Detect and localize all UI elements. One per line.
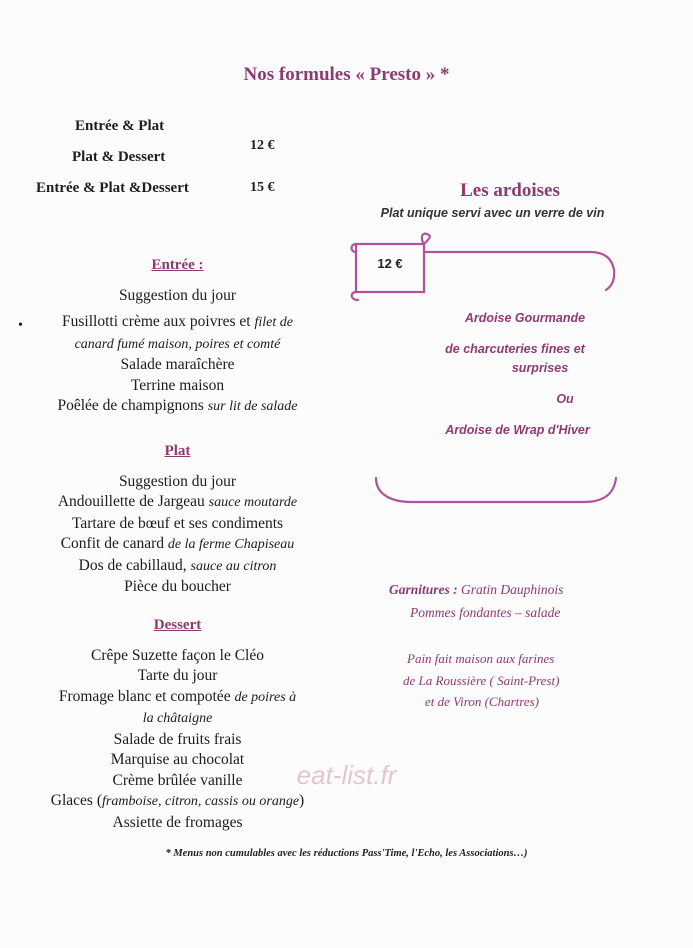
top-arc — [424, 252, 614, 290]
bullet-mark: • — [18, 318, 23, 333]
menu-item: la châtaigne — [142, 711, 213, 726]
ardoise-line-1: Ardoise Gourmande — [464, 311, 586, 325]
menu-item: Tarte du jour — [137, 667, 218, 684]
ardoise-line-2: de charcuteries fines et — [445, 342, 585, 356]
menu-item: Suggestion du jour — [118, 472, 237, 490]
menu-item: Poêlée de champignons sur lit de salade — [57, 397, 298, 414]
menu-item: Salade maraîchère — [120, 356, 235, 373]
garnitures-line-1: Garnitures : Gratin Dauphinois — [389, 582, 564, 597]
menu-item: Confit de canard de la ferme Chapiseau — [60, 535, 295, 552]
page-title: Nos formules « Presto » * — [243, 64, 450, 85]
menu-item: Glaces (framboise, citron, cassis ou orange) — [50, 792, 305, 809]
formula-entree-plat: Entrée & Plat — [75, 118, 165, 134]
pain-line-2: de La Roussière ( Saint-Prest) — [403, 673, 560, 688]
dessert-heading: Dessert — [153, 617, 202, 633]
formula-price-three: 15 € — [250, 180, 275, 195]
plat-heading: Plat — [164, 443, 191, 459]
menu-item: Dos de cabillaud, sauce au citron — [78, 556, 277, 574]
formula-all-three: Entrée & Plat &Dessert — [36, 180, 189, 196]
menu-item: Crêpe Suzette façon le Cléo — [90, 646, 264, 664]
garnitures-line-2: Pommes fondantes – salade — [410, 605, 561, 620]
menu-item: Marquise au chocolat — [110, 751, 245, 768]
watermark: eat-list.fr — [296, 760, 397, 790]
pain-line-3: et de Viron (Chartres) — [425, 694, 539, 709]
entree-heading: Entrée : — [151, 257, 204, 273]
ardoises-price: 12 € — [377, 256, 403, 271]
menu-item: Salade de fruits frais — [113, 730, 242, 748]
ardoise-line-5: Ardoise de Wrap d'Hiver — [445, 423, 590, 437]
menu-item: Pièce du boucher — [124, 578, 231, 595]
menu-item: canard fumé maison, poires et comté — [74, 336, 281, 352]
footnote: * Menus non cumulables avec les réductions Pass'Time, l'Echo, les Associations…) — [165, 848, 528, 859]
bottom-arc — [376, 478, 616, 502]
menu-item: Fromage blanc et compotée de poires à — [58, 687, 297, 705]
ardoise-line-3: surprises — [511, 361, 569, 375]
garnitures-label: Garnitures : — [389, 582, 458, 597]
menu-item: Fusillotti crème aux poivres et filet de — [62, 313, 293, 330]
ardoise-line-4: Ou — [556, 392, 574, 406]
menu-item: Suggestion du jour — [118, 286, 237, 304]
formula-plat-dessert: Plat & Dessert — [72, 149, 166, 165]
ardoises-subtitle: Plat unique servi avec un verre de vin — [380, 206, 605, 220]
menu-item: Assiette de fromages — [112, 813, 243, 831]
ardoises-title: Les ardoises — [460, 180, 560, 201]
menu-item: Tartare de bœuf et ses condiments — [71, 514, 284, 532]
menu-item: Crème brûlée vanille — [112, 771, 243, 789]
menu-item: Terrine maison — [130, 376, 225, 394]
menu-item: Andouillette de Jargeau sauce moutarde — [57, 493, 298, 510]
formula-price-two: 12 € — [250, 138, 275, 153]
pain-line-1: Pain fait maison aux farines — [407, 651, 555, 666]
